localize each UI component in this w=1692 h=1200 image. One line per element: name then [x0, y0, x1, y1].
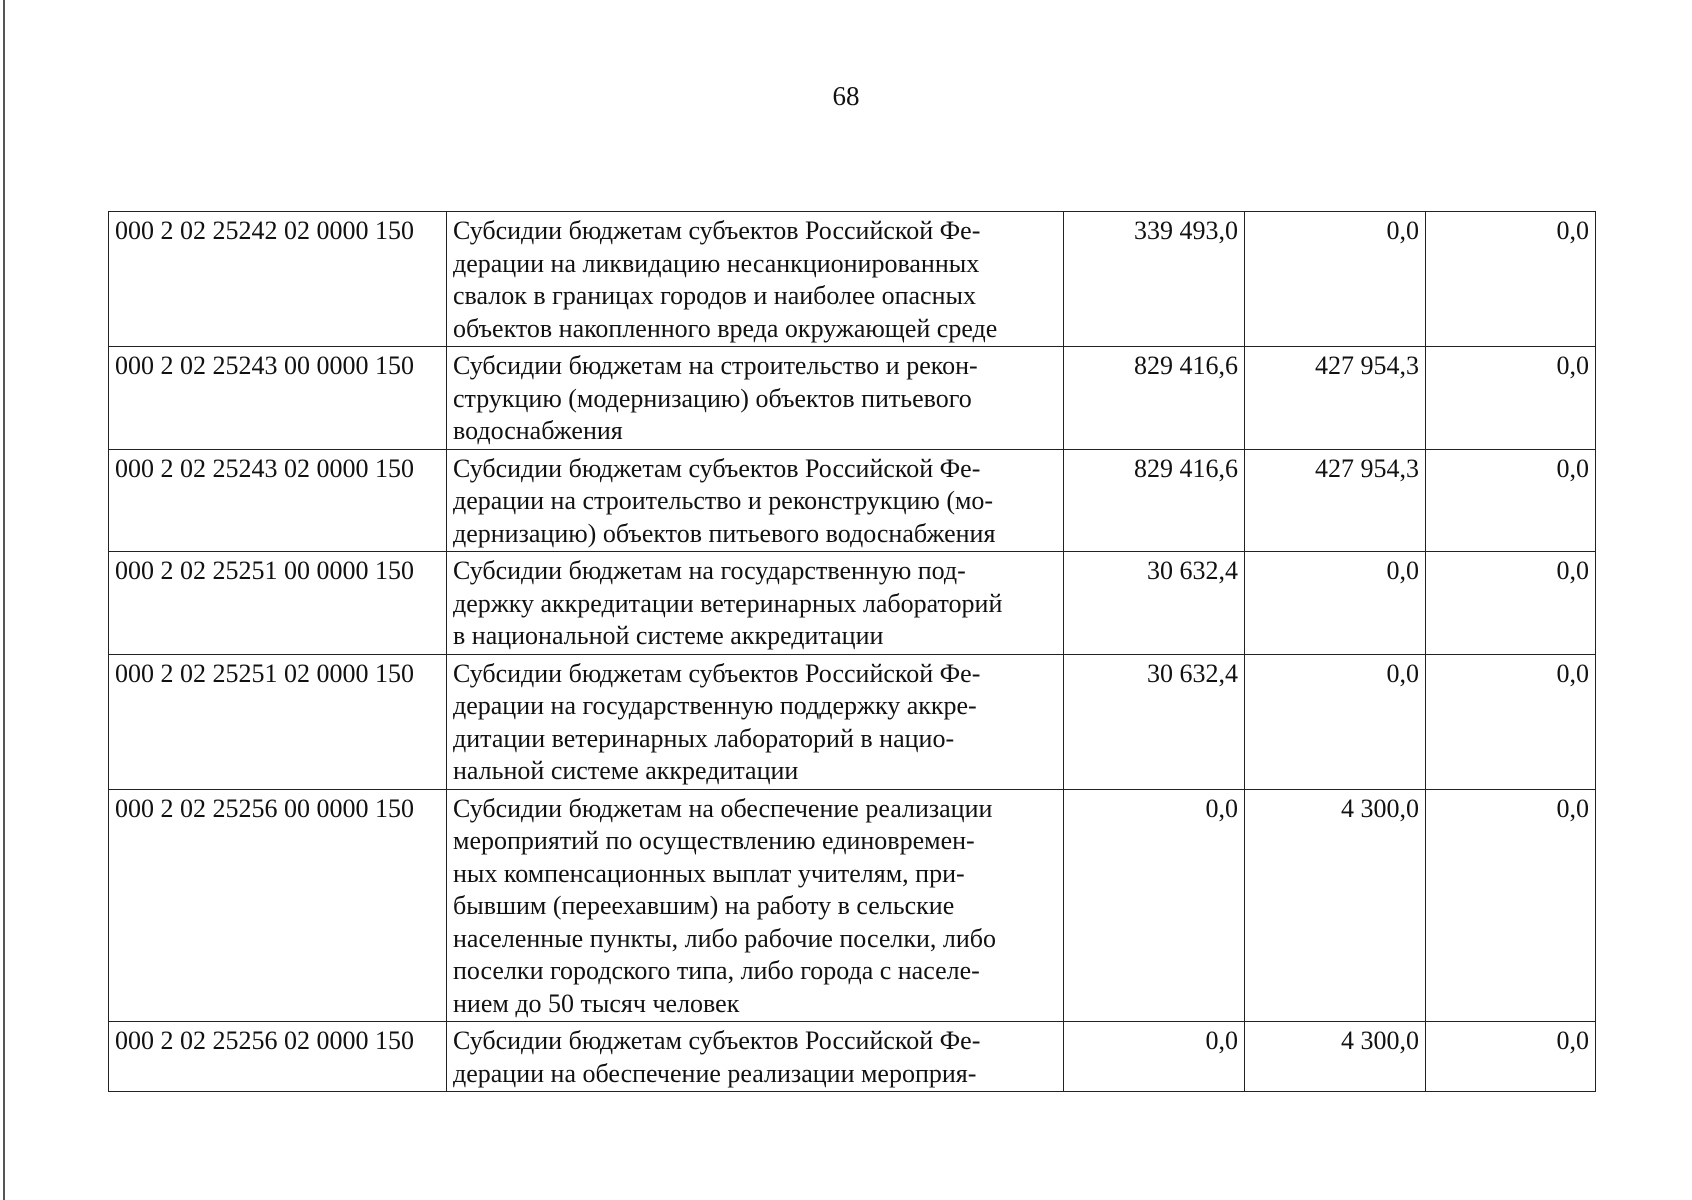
amount-cell-2: 4 300,0 — [1245, 789, 1426, 1022]
amount-cell-2: 4 300,0 — [1245, 1022, 1426, 1092]
description-cell — [447, 212, 1064, 347]
description-line: поселки городского типа, либо города с населе- — [453, 956, 980, 985]
table-row — [109, 654, 1596, 789]
amount-cell-1: 30 632,4 — [1064, 654, 1245, 789]
description-line: Субсидии бюджетам субъектов Российской Фе- — [453, 216, 981, 245]
description-line: ных компенсационных выплат учителям, при- — [453, 858, 965, 888]
description-cell — [447, 347, 1064, 450]
amount-cell-3: 0,0 — [1426, 212, 1596, 347]
budget-code-cell: 000 2 02 25242 02 0000 150 — [109, 212, 447, 347]
amount-cell-1: 829 416,6 — [1064, 347, 1245, 450]
table-row — [109, 789, 1596, 1022]
description-cell — [447, 449, 1064, 552]
description-line: Субсидии бюджетам на государственную под- — [453, 556, 966, 585]
table-row — [109, 212, 1596, 347]
description-line: струкцию (модернизацию) объектов питьевого — [453, 383, 972, 413]
budget-code-cell: 000 2 02 25251 02 0000 150 — [109, 654, 447, 789]
amount-cell-1: 829 416,6 — [1064, 449, 1245, 552]
budget-code-cell: 000 2 02 25251 00 0000 150 — [109, 552, 447, 655]
budget-code-cell: 000 2 02 25256 00 0000 150 — [109, 789, 447, 1022]
description-line: в национальной системе аккредитации — [453, 621, 884, 650]
amount-cell-1: 339 493,0 — [1064, 212, 1245, 347]
budget-code-cell: 000 2 02 25256 02 0000 150 — [109, 1022, 447, 1092]
table-row — [109, 449, 1596, 552]
amount-cell-2: 0,0 — [1245, 654, 1426, 789]
page-left-edge — [3, 0, 5, 1200]
description-line: дерации на обеспечение реализации мероприя- — [453, 1058, 977, 1088]
budget-table — [108, 211, 1596, 1092]
description-cell — [447, 1022, 1064, 1092]
amount-cell-3: 0,0 — [1426, 789, 1596, 1022]
description-line: Субсидии бюджетам на строительство и рекон- — [453, 351, 978, 380]
description-line: Субсидии бюджетам на обеспечение реализации — [453, 793, 993, 823]
description-line: держку аккредитации ветеринарных лабораторий — [453, 588, 1003, 618]
amount-cell-1: 0,0 — [1064, 789, 1245, 1022]
description-line: дитации ветеринарных лабораторий в нацио- — [453, 723, 955, 753]
table-body — [109, 212, 1596, 1092]
table-row — [109, 1022, 1596, 1092]
description-line: объектов накопленного вреда окружающей среде — [453, 313, 998, 343]
amount-cell-2: 427 954,3 — [1245, 449, 1426, 552]
amount-cell-3: 0,0 — [1426, 347, 1596, 450]
budget-code-cell: 000 2 02 25243 02 0000 150 — [109, 449, 447, 552]
page-number: 68 — [832, 81, 860, 111]
description-cell — [447, 654, 1064, 789]
table-row — [109, 552, 1596, 655]
amount-cell-2: 0,0 — [1245, 212, 1426, 347]
description-line: дерации на строительство и реконструкцию (мо- — [453, 486, 994, 515]
description-line: Субсидии бюджетам субъектов Российской Фе- — [453, 658, 981, 688]
description-line: дерации на ликвидацию несанкционированных — [453, 248, 980, 278]
budget-code-cell: 000 2 02 25243 00 0000 150 — [109, 347, 447, 450]
description-cell — [447, 789, 1064, 1022]
description-line: дерации на государственную поддержку аккре- — [453, 691, 977, 720]
description-line: Субсидии бюджетам субъектов Российской Фе- — [453, 453, 981, 483]
description-line: нием до 50 тысяч человек — [453, 988, 740, 1018]
amount-cell-3: 0,0 — [1426, 449, 1596, 552]
amount-cell-3: 0,0 — [1426, 654, 1596, 789]
amount-cell-3: 0,0 — [1426, 1022, 1596, 1092]
description-line: населенные пункты, либо рабочие поселки, либо — [453, 923, 996, 953]
amount-cell-3: 0,0 — [1426, 552, 1596, 655]
amount-cell-1: 30 632,4 — [1064, 552, 1245, 655]
description-line: свалок в границах городов и наиболее опасных — [453, 281, 976, 310]
description-line: мероприятий по осуществлению единовремен- — [453, 826, 975, 855]
amount-cell-2: 427 954,3 — [1245, 347, 1426, 450]
amount-cell-2: 0,0 — [1245, 552, 1426, 655]
description-line: дернизацию) объектов питьевого водоснабжения — [453, 518, 996, 548]
description-line: Субсидии бюджетам субъектов Российской Фе- — [453, 1026, 981, 1055]
amount-cell-1: 0,0 — [1064, 1022, 1245, 1092]
description-cell — [447, 552, 1064, 655]
description-line: нальной системе аккредитации — [453, 756, 799, 785]
table-row — [109, 347, 1596, 450]
description-line: бывшим (переехавшим) на работу в сельские — [453, 891, 955, 920]
description-line: водоснабжения — [453, 416, 623, 445]
